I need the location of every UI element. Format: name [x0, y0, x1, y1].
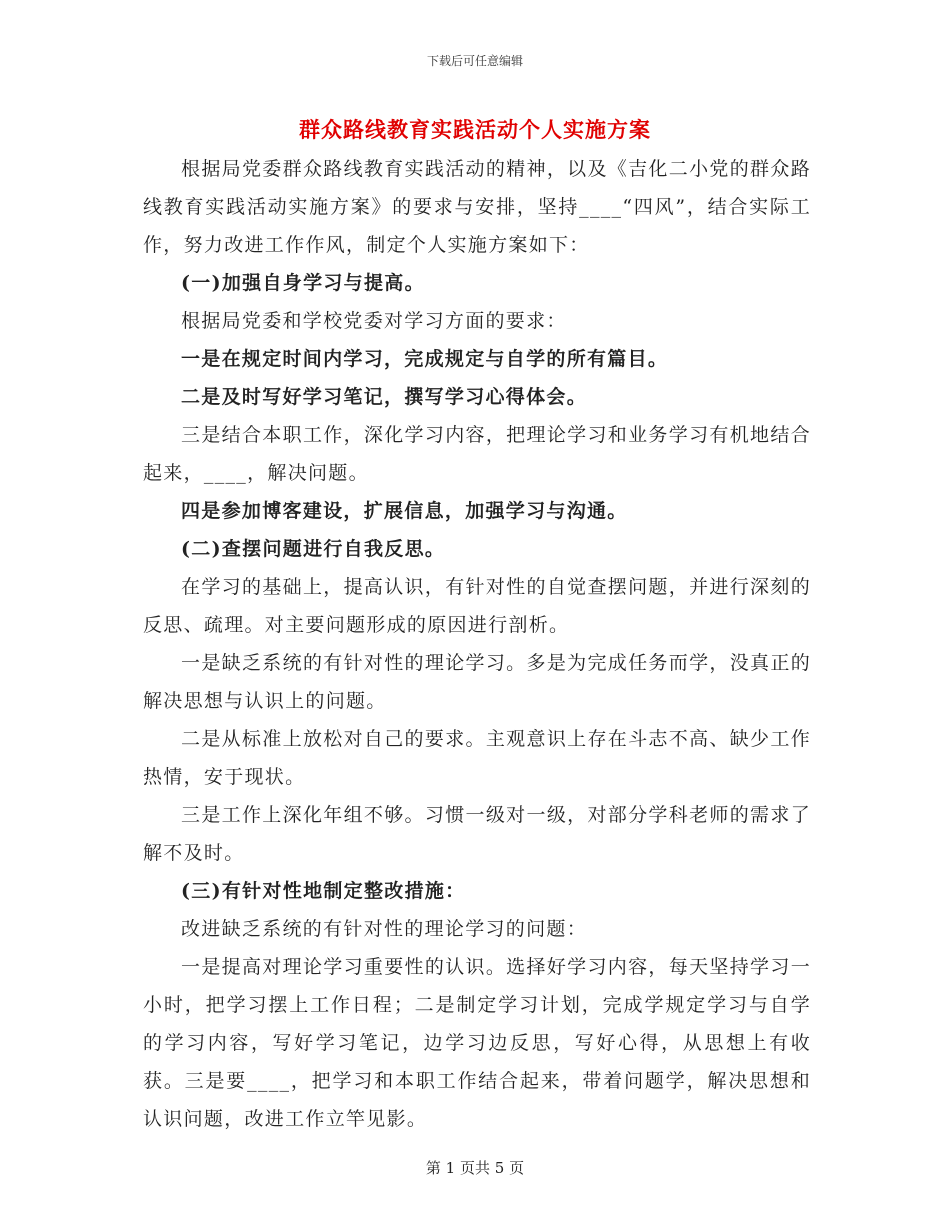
list-item-bold: 二是及时写好学习笔记，撰写学习心得体会。 — [181, 386, 588, 408]
list-item-bold: 四是参加博客建设，扩展信息，加强学习与沟通。 — [181, 500, 628, 522]
page-header: 下载后可任意编辑 — [426, 54, 523, 68]
section-heading-3: (三)有针对性地制定整改措施： — [181, 880, 466, 902]
paragraph: 根据局党委和学校党委对学习方面的要求： — [181, 310, 567, 332]
paragraph: 改进缺乏系统的有针对性的理论学习的问题： — [181, 918, 588, 940]
document-body — [143, 150, 811, 1138]
page-footer: 第 1 页共 5 页 — [425, 1159, 525, 1177]
list-item: 二是从标准上放松对自己的要求。主观意识上存在斗志不高、缺少工作热情，安于现状。 — [143, 728, 811, 788]
paragraph-intro: 根据局党委群众路线教育实践活动的精神，以及《吉化二小党的群众路线教育实践活动实施方案》的要求与安排，坚持____“四风”，结合实际工作，努力改进工作作风，制定个人实施方案如下： — [143, 158, 811, 256]
list-item: 三是结合本职工作，深化学习内容，把理论学习和业务学习有机地结合起来，____，解决问题。 — [143, 424, 811, 484]
section-heading-2: (二)查摆问题进行自我反思。 — [181, 538, 446, 560]
list-item-bold: 一是在规定时间内学习，完成规定与自学的所有篇目。 — [181, 348, 669, 370]
list-item: 一是缺乏系统的有针对性的理论学习。多是为完成任务而学，没真正的解决思想与认识上的问题。 — [143, 652, 811, 712]
list-item: 三是工作上深化年组不够。习惯一级对一级，对部分学科老师的需求了解不及时。 — [143, 804, 811, 864]
section-heading-1: (一)加强自身学习与提高。 — [181, 272, 425, 294]
document-title: 群众路线教育实践活动个人实施方案 — [299, 117, 651, 142]
paragraph: 一是提高对理论学习重要性的认识。选择好学习内容，每天坚持学习一小时，把学习摆上工作日程；二是制定学习计划，完成学规定学习与自学的学习内容，写好学习笔记，边学习边反思，写好心得，从思想上有收获。三是要____，把学习和本职工作结合起来，带着问题学，解决思想和认识问题，改进工作立竿见影。 — [143, 956, 811, 1130]
paragraph: 在学习的基础上，提高认识，有针对性的自觉查摆问题，并进行深刻的反思、疏理。对主要问题形成的原因进行剖析。 — [143, 576, 811, 636]
